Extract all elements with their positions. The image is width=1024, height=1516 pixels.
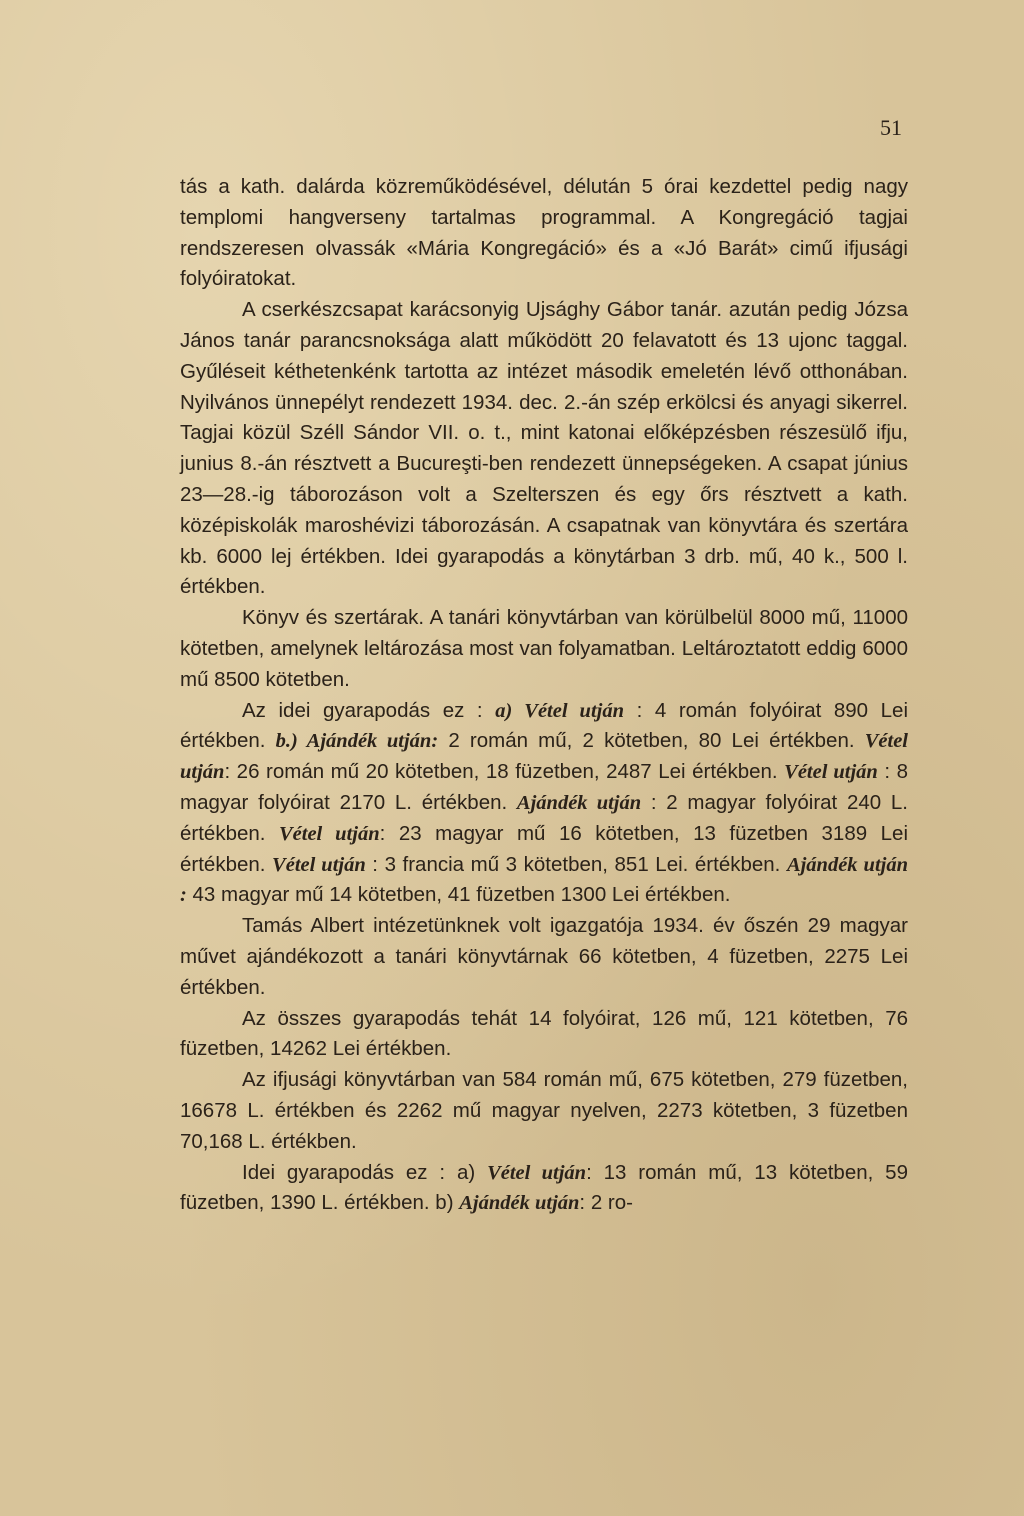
paragraph	[180, 911, 908, 1003]
text-run: Az összes gyarapodás tehát 14 folyóirat, 126 mű, 121 kötetben, 76 füzetben, 14262 Lei értékben.	[180, 1006, 908, 1061]
paragraph	[180, 696, 908, 912]
text-run: Tamás Albert intézetünknek volt igazgatója 1934. év őszén 29 magyar művet ajándékozott a tanári könyvtárnak 66 kötetben, 4 füzetben, 2275 Lei értékben.	[180, 914, 908, 999]
italic-phrase: Vétel utján	[272, 853, 366, 876]
paragraph	[180, 172, 908, 295]
text-run: A cserkészcsapat karácsonyig Ujsághy Gábor tanár. azután pedig Józsa János tanár parancsnoksága alatt működött 20 felavatott és 13 ujonc taggal. Gyűléseit kéthetenkénk tartotta az intézet második emeletén lévő otthonában. Nyilvános ünnepélyt rendezett 1934. dec. 2.-án szép erkölcsi és anyagi sikerrel. Tagjai közül Széll Sándor VII. o. t., mint katonai előképzésben részesülő ifju, junius 8.-án résztvett a Bucureşti-ben rendezett ünnepségeken. A csapat június 23—28.-ig táborozáson volt a Szelterszen és egy őrs résztvett a kath. középiskolák maroshévizi táborozásán. A csapatnak van könyvtára és szertára kb. 6000 lej értékben. Idei gyarapodás a könytárban 3 drb. mű, 40 k., 500 l. értékben.	[180, 298, 908, 599]
text-run: : 13 román mű, 13 kötetben, 59 füzetben, 1390 L. értékben. b)	[180, 1160, 908, 1215]
italic-phrase: Vétel utján	[784, 761, 878, 784]
text-run: Az ifjusági könyvtárban van 584 román mű, 675 kötetben, 279 füzetben, 16678 L. értékben és 2262 mű magyar nyelven, 2273 kötetben, 3 füzetben 70,168 L. értékben.	[180, 1068, 908, 1153]
text-run: : 8 magyar folyóirat 2170 L. értékben.	[180, 760, 908, 814]
italic-phrase: b.) Ajándék utján:	[275, 730, 439, 753]
text-run: : 2 magyar folyóirat 240 L. értékben.	[180, 790, 908, 845]
text-run: : 23 magyar mű 16 kötetben, 13 füzetben 3189 Lei értékben.	[180, 821, 908, 876]
paragraph	[180, 1158, 908, 1220]
italic-phrase: Vétel utján	[180, 730, 908, 784]
paragraph	[180, 603, 908, 695]
italic-phrase: Vétel utján	[487, 1161, 587, 1184]
italic-phrase: Ajándék utján	[516, 791, 642, 814]
text-run: : 3 francia mű 3 kötetben, 851 Lei. értékben.	[365, 852, 787, 876]
text-run: tás a kath. dalárda közreműködésével, délután 5 órai kezdettel pedig nagy templomi hangverseny tartalmas programmal. A Kongregáció tagjai rendszeresen olvassák «Mária Kongregáció» és a «Jó Barát» cimű ifjusági folyóiratokat.	[180, 175, 908, 291]
text-run: Könyv és szertárak. A tanári könyvtárban van körülbelül 8000 mű, 11000 kötetben, amelynek leltározása most van folyamatban. Leltároztatott eddig 6000 mű 8500 kötetben.	[180, 606, 908, 691]
text-run: Az idei gyarapodás ez :	[242, 698, 496, 722]
text-run: Idei gyarapodás ez : a)	[242, 1160, 488, 1184]
paragraph	[180, 295, 908, 603]
text-run: 43 magyar mű 14 kötetben, 41 füzetben 1300 Lei értékben.	[186, 883, 731, 907]
text-run: : 26 román mű 20 kötetben, 18 füzetben, 2487 Lei értékben.	[224, 760, 785, 784]
italic-phrase: a) Vétel utján	[495, 699, 624, 722]
body-text	[180, 172, 908, 1219]
text-run: : 2 ro-	[579, 1191, 633, 1215]
italic-phrase: Vétel utján	[278, 822, 380, 845]
paragraph	[180, 1065, 908, 1157]
paragraph	[180, 1004, 908, 1066]
italic-phrase: Ajándék utján :	[180, 853, 908, 907]
italic-phrase: Ajándék utján	[459, 1192, 580, 1215]
text-run: 2 román mű, 2 kötetben, 80 Lei értékben.	[438, 729, 865, 753]
text-run: : 4 román folyóirat 890 Lei értékben.	[180, 698, 908, 753]
page-number: 51	[880, 115, 902, 140]
